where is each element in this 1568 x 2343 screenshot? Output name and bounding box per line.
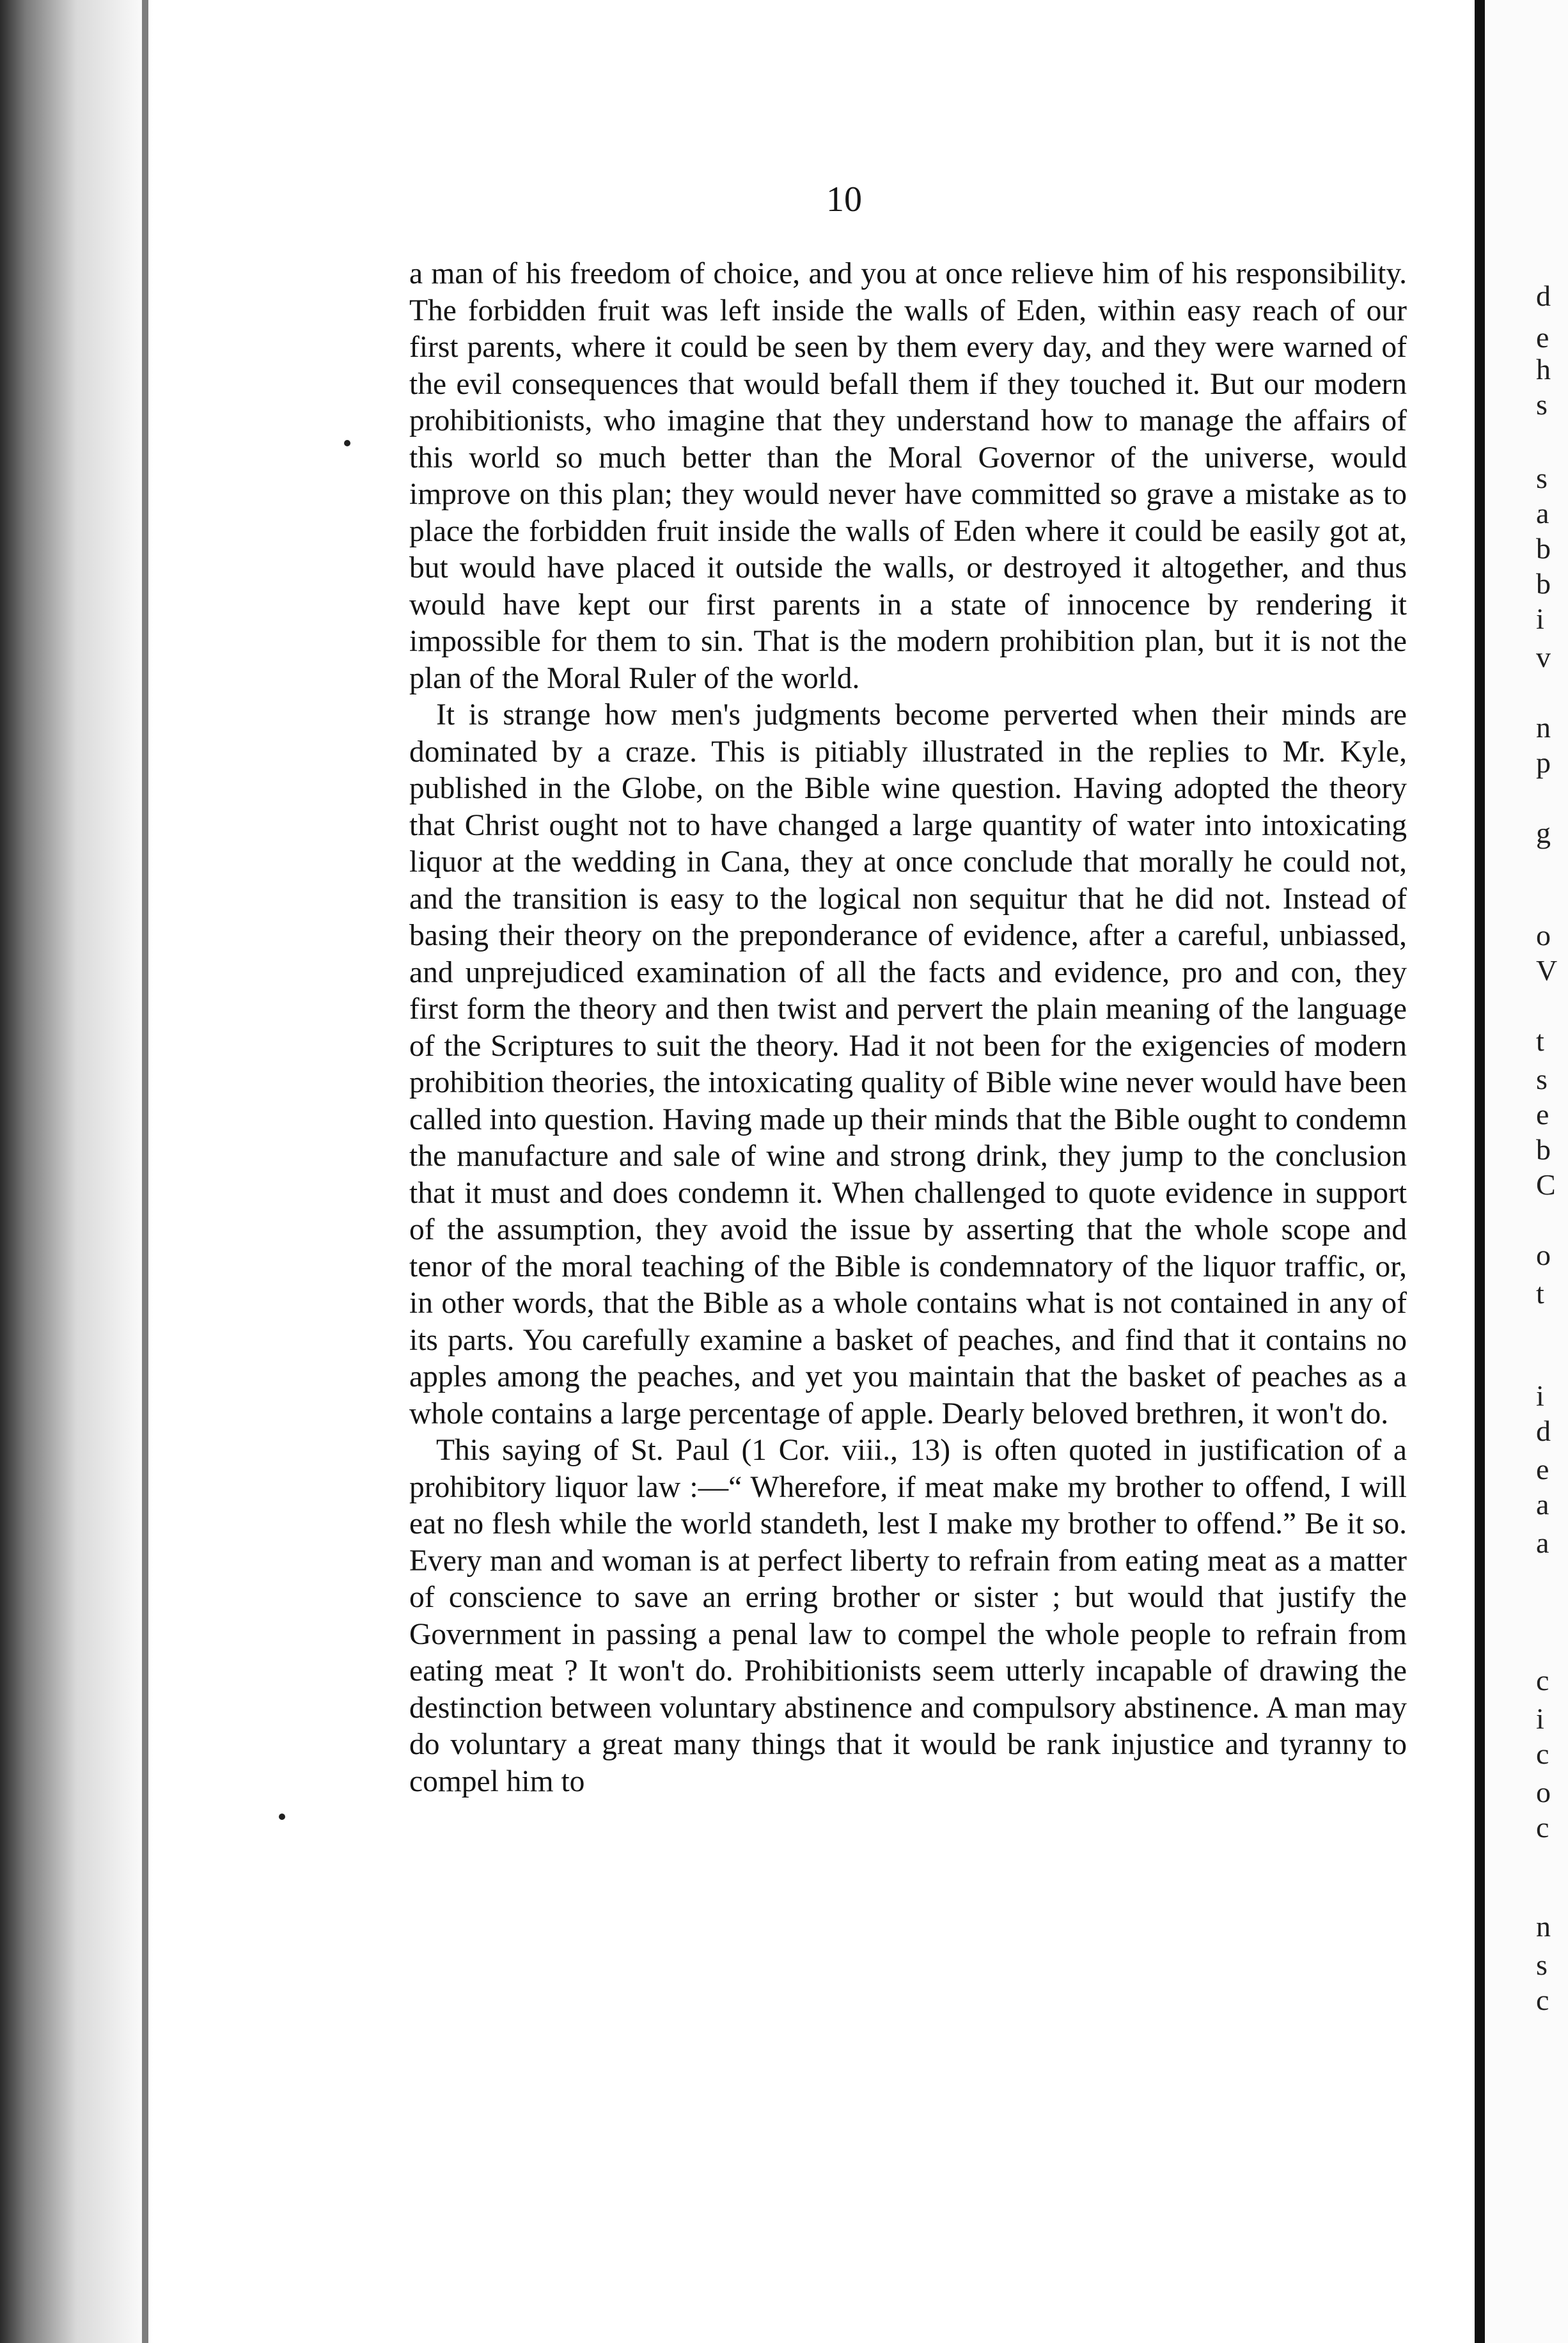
adjacent-letter: e xyxy=(1536,1098,1549,1131)
paragraph-1: a man of his freedom of choice, and you at once relieve him of his responsibility. The forbidden fruit was left inside the walls of Eden, within easy reach of our first parents, where it could be seen by them every day, and they were warned of the evil consequences that would befall them if they touched it. But our modern prohibitionists, who imagine that they understand how to manage the affairs of this world so much better than the Moral Governor of the universe, would improve on this plan; they would never have committed so grave a mistake as to place the forbidden fruit inside the walls of Eden where it could be easily got at, but would have placed it outside the walls, or destroyed it altogether, and thus would have kept our first parents in a state of innocence by rendering it impossible for them to sin. That is the modern prohibition plan, but it is not the plan of the Moral Ruler of the world. xyxy=(409,257,1407,695)
adjacent-letter: o xyxy=(1536,1776,1551,1808)
adjacent-letter: s xyxy=(1536,388,1548,421)
adjacent-letter: a xyxy=(1536,497,1549,529)
adjacent-letter: e xyxy=(1536,1453,1549,1485)
adjacent-letter: t xyxy=(1536,1024,1544,1057)
adjacent-letter: n xyxy=(1536,1910,1551,1943)
body-text xyxy=(409,256,1407,1800)
margin-speck xyxy=(344,440,350,446)
adjacent-letter: s xyxy=(1536,1063,1548,1095)
page-edge xyxy=(142,0,148,2343)
adjacent-letter: c xyxy=(1536,1984,1549,2016)
adjacent-letter: g xyxy=(1536,817,1551,849)
paragraph-3: This saying of St. Paul (1 Cor. viii., 13) is often quoted in justification of a prohibitory liquor law :—“ Wherefore, if meat make my brother to offend, I will eat no flesh while the world standeth, lest I make my brother to offend.” Be it so. Every man and woman is at perfect liberty to refrain from eating meat as a matter of conscience to save an erring brother or sister ; but would that justify the Government in passing a penal law to compel the whole people to refrain from eating meat ? It won't do. Prohibitionists seem utterly incapable of drawing the destinction between voluntary abstinence and compulsory abstinence. A man may do voluntary a great many things that it would be rank injustice and tyranny to compel him to xyxy=(409,1434,1407,1798)
adjacent-page-edge xyxy=(1485,0,1568,2343)
adjacent-letter: c xyxy=(1536,1811,1549,1844)
adjacent-letter: V xyxy=(1536,954,1558,987)
adjacent-letter: n xyxy=(1536,711,1551,744)
adjacent-letter: s xyxy=(1536,462,1548,494)
adjacent-letter: a xyxy=(1536,1488,1549,1521)
page-number: 10 xyxy=(826,180,862,219)
left-page-shadow xyxy=(0,0,153,2343)
adjacent-letter: c xyxy=(1536,1664,1549,1697)
margin-speck xyxy=(279,1814,285,1820)
adjacent-letter: p xyxy=(1536,746,1551,779)
adjacent-letter: h xyxy=(1536,353,1551,386)
adjacent-letter: d xyxy=(1536,279,1551,312)
adjacent-letter: v xyxy=(1536,641,1551,673)
adjacent-letter: b xyxy=(1536,1133,1551,1166)
paragraph-2: It is strange how men's judgments become perverted when their minds are dominated by a craze. This is pitiably illustrated in the replies to Mr. Kyle, published in the Globe, on the Bible wine question. Having adopted the theory that Christ ought not to have changed a large quantity of water into intoxicating liquor at the wedding in Cana, they at once conclude that morally he could not, and the transition is easy to the logical non sequitur that he did not. Instead of basing their theory on the preponderance of evidence, after a careful, unbiassed, and unprejudiced examination of all the facts and evidence, pro and con, they first form the theory and then twist and pervert the plain meaning of the language of the Scriptures to suit the theory. Had it not been for the exigencies of modern prohibition theories, the intoxicating quality of Bible wine never would have been called into question. Having made up their minds that the Bible ought to condemn the manufacture and sale of wine and strong drink, they jump to the conclusion that it must and does condemn it. When challenged to quote evidence in support of the assumption, they avoid the issue by asserting that the whole scope and tenor of the moral teaching of the Bible is condemnatory of the liquor traffic, or, in other words, that the Bible as a whole contains what is not contained in any of its parts. You carefully examine a basket of peaches, and find that it contains no apples among the peaches, and yet you maintain that the basket of peaches as a whole contains a large percentage of apple. Dearly beloved brethren, it won't do. xyxy=(409,698,1407,1430)
adjacent-letter: t xyxy=(1536,1277,1544,1310)
adjacent-letter: a xyxy=(1536,1526,1549,1559)
adjacent-letter: C xyxy=(1536,1168,1556,1201)
adjacent-letter: o xyxy=(1536,1239,1551,1271)
adjacent-letter: e xyxy=(1536,321,1549,354)
adjacent-letter: s xyxy=(1536,1948,1548,1981)
adjacent-letter: c xyxy=(1536,1737,1549,1770)
binding-gutter xyxy=(1475,0,1485,2343)
adjacent-letter: b xyxy=(1536,567,1551,600)
adjacent-letter: d xyxy=(1536,1414,1551,1447)
adjacent-letter: i xyxy=(1536,602,1544,635)
adjacent-letter: o xyxy=(1536,919,1551,952)
adjacent-letter: b xyxy=(1536,532,1551,565)
adjacent-letter: i xyxy=(1536,1702,1544,1735)
adjacent-letter: i xyxy=(1536,1379,1544,1412)
